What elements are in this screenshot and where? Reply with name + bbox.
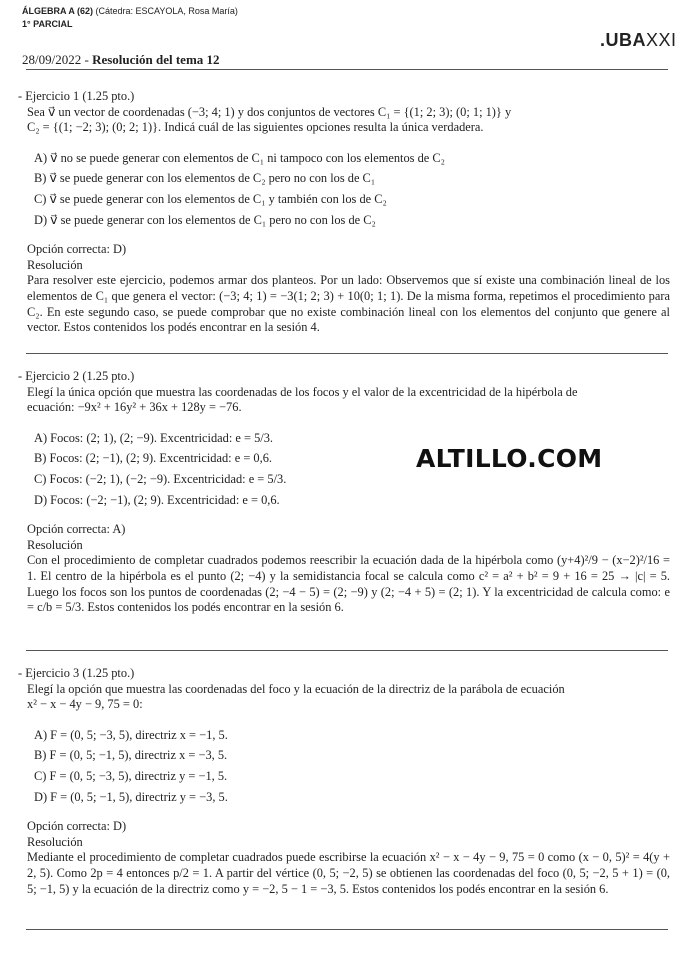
exercise-3-resolution-title: Resolución <box>27 834 83 849</box>
exercise-2-resolution-title: Resolución <box>27 537 83 552</box>
divider-2 <box>26 650 668 651</box>
exercise-3-answer: Opción correcta: D) <box>27 819 127 834</box>
option-d: D) Focos: (−2; −1), (2; 9). Excentricidad: e = 0,6. <box>34 492 280 507</box>
exercise-1-statement-line-1: Sea v⃗ un vector de coordenadas (−3; 4; 1) y dos conjuntos de vectores C₁ = {(1; 2; 3); (0; 1; 1)} y <box>27 104 512 119</box>
exercise-1-title: - Ejercicio 1 (1.25 pto.) <box>18 89 135 103</box>
exercise-1-answer: Opción correcta: D) <box>27 242 127 257</box>
exercise-2-title: - Ejercicio 2 (1.25 pto.) <box>18 369 135 383</box>
resolution-title: Resolución del tema 12 <box>92 52 220 67</box>
exercise-1-resolution-text: Para resolver este ejercicio, podemos armar dos planteos. Por un lado: Observemos que sí existe una combinación lineal de los elementos de C₁ que genera el vector: (−3; 4; 1) = −3(1; 2; 3) + 10(0; 1; 1). De la misma forma, repetimos el procedimiento para C₂. En este segundo caso, se puede comprobar que no existe combinación lineal con los elementos del conjunto que genere al vector. Estos contenidos los podés encontrar en la sesión 4. <box>27 273 670 335</box>
exercise-1-statement-line-2: C₂ = {(1; −2; 3); (0; 2; 1)}. Indicá cuál de las siguientes opciones resulta la única verdadera. <box>27 120 484 135</box>
course-name: ÁLGEBRA A (62) <box>22 6 94 16</box>
logo-xxi: XXI <box>646 30 677 50</box>
course-title <box>22 6 238 16</box>
exercise-3-statement-line-2: x² − x − 4y − 9, 75 = 0: <box>27 697 143 712</box>
exercise-3-options <box>34 725 670 807</box>
exercise-3-statement-line-1: Elegí la opción que muestra las coordenadas del foco y la ecuación de la directriz de la parábola de ecuación <box>27 681 565 696</box>
header-divider <box>26 69 668 70</box>
exercise-3-resolution-text: Mediante el procedimiento de completar cuadrados puede escribirse la ecuación x² − x − 4y − 9, 75 = 0 como (x − 0, 5)² = 4(y + 2, 5). Como 2p = 4 entonces p/2 = 1. A partir del vértice (0, 5; −2, 5) se obtienen las coordenadas del foco (0, 5; −2, 5 + 1) = (0, 5; −1, 5) y la ecuación de la directriz como y = −2, 5 − 1 = −3, 5. Estos contenidos los podés encontrar en la sesión 6. <box>27 850 670 896</box>
option-a: A) Focos: (2; 1), (2; −9). Excentricidad: e = 5/3. <box>34 430 274 445</box>
uba-xxi-logo <box>600 30 677 51</box>
exercise-1-options <box>34 148 670 230</box>
option-b: B) Focos: (2; −1), (2; 9). Excentricidad: e = 0,6. <box>34 451 272 466</box>
exercise-2 <box>18 369 670 616</box>
option-a: A) F = (0, 5; −3, 5), directriz x = −1, 5. <box>34 727 228 742</box>
option-d: D) v⃗ se puede generar con los elementos de C₁ pero no con los de C₂ <box>34 212 376 227</box>
divider-1 <box>26 353 668 354</box>
exercise-3-title: - Ejercicio 3 (1.25 pto.) <box>18 666 135 680</box>
option-c: C) Focos: (−2; 1), (−2; −9). Excentricidad: e = 5/3. <box>34 471 287 486</box>
option-c: C) v⃗ se puede generar con los elementos de C₁ y también con los de C₂ <box>34 191 387 206</box>
course-chair: (Cátedra: ESCAYOLA, Rosa María) <box>93 6 238 16</box>
logo-uba: .UBA <box>600 30 646 50</box>
exercise-1 <box>18 89 670 336</box>
option-a: A) v⃗ no se puede generar con elementos de C₁ ni tampoco con los elementos de C₂ <box>34 150 445 165</box>
divider-3 <box>26 929 668 930</box>
exercise-2-answer: Opción correcta: A) <box>27 522 126 537</box>
exercise-2-resolution-text: Con el procedimiento de completar cuadrados podemos reescribir la ecuación dada de la hipérbola como (y+4)²/9 − (x−2)²/16 = 1. El centro de la hipérbola es el punto (2; −4) y la semidistancia focal se calcula como c² = a² + b² = 9 + 16 = 25 → |c| = 5. Luego los focos son los puntos de coordenadas (2; −4 − 5) = (2; −9) y (2; −4 + 5) = (2; 1). Y la excentricidad de calcula como: e = c/b = 5/3. Estos contenidos los podés encontrar en la sesión 6. <box>27 553 670 615</box>
exercise-2-options <box>34 428 670 510</box>
exam-date-line <box>22 52 220 68</box>
exercise-3 <box>18 666 670 897</box>
exam-date: 28/09/2022 - <box>22 52 93 67</box>
option-b: B) F = (0, 5; −1, 5), directriz x = −3, 5. <box>34 748 228 763</box>
exercise-2-statement-line-1: Elegí la única opción que muestra las coordenadas de los focos y el valor de la excentricidad de la hipérbola de <box>27 384 578 399</box>
watermark: ALTILLO.COM <box>416 444 603 473</box>
exam-type: 1° PARCIAL <box>22 19 73 29</box>
option-b: B) v⃗ se puede generar con los elementos de C₂ pero no con los de C₁ <box>34 171 376 186</box>
exercise-1-resolution-title: Resolución <box>27 257 83 272</box>
exercise-2-statement-line-2: ecuación: −9x² + 16y² + 36x + 128y = −76. <box>27 400 242 415</box>
option-d: D) F = (0, 5; −1, 5), directriz y = −3, 5. <box>34 789 228 804</box>
option-c: C) F = (0, 5; −3, 5), directriz y = −1, 5. <box>34 768 228 783</box>
